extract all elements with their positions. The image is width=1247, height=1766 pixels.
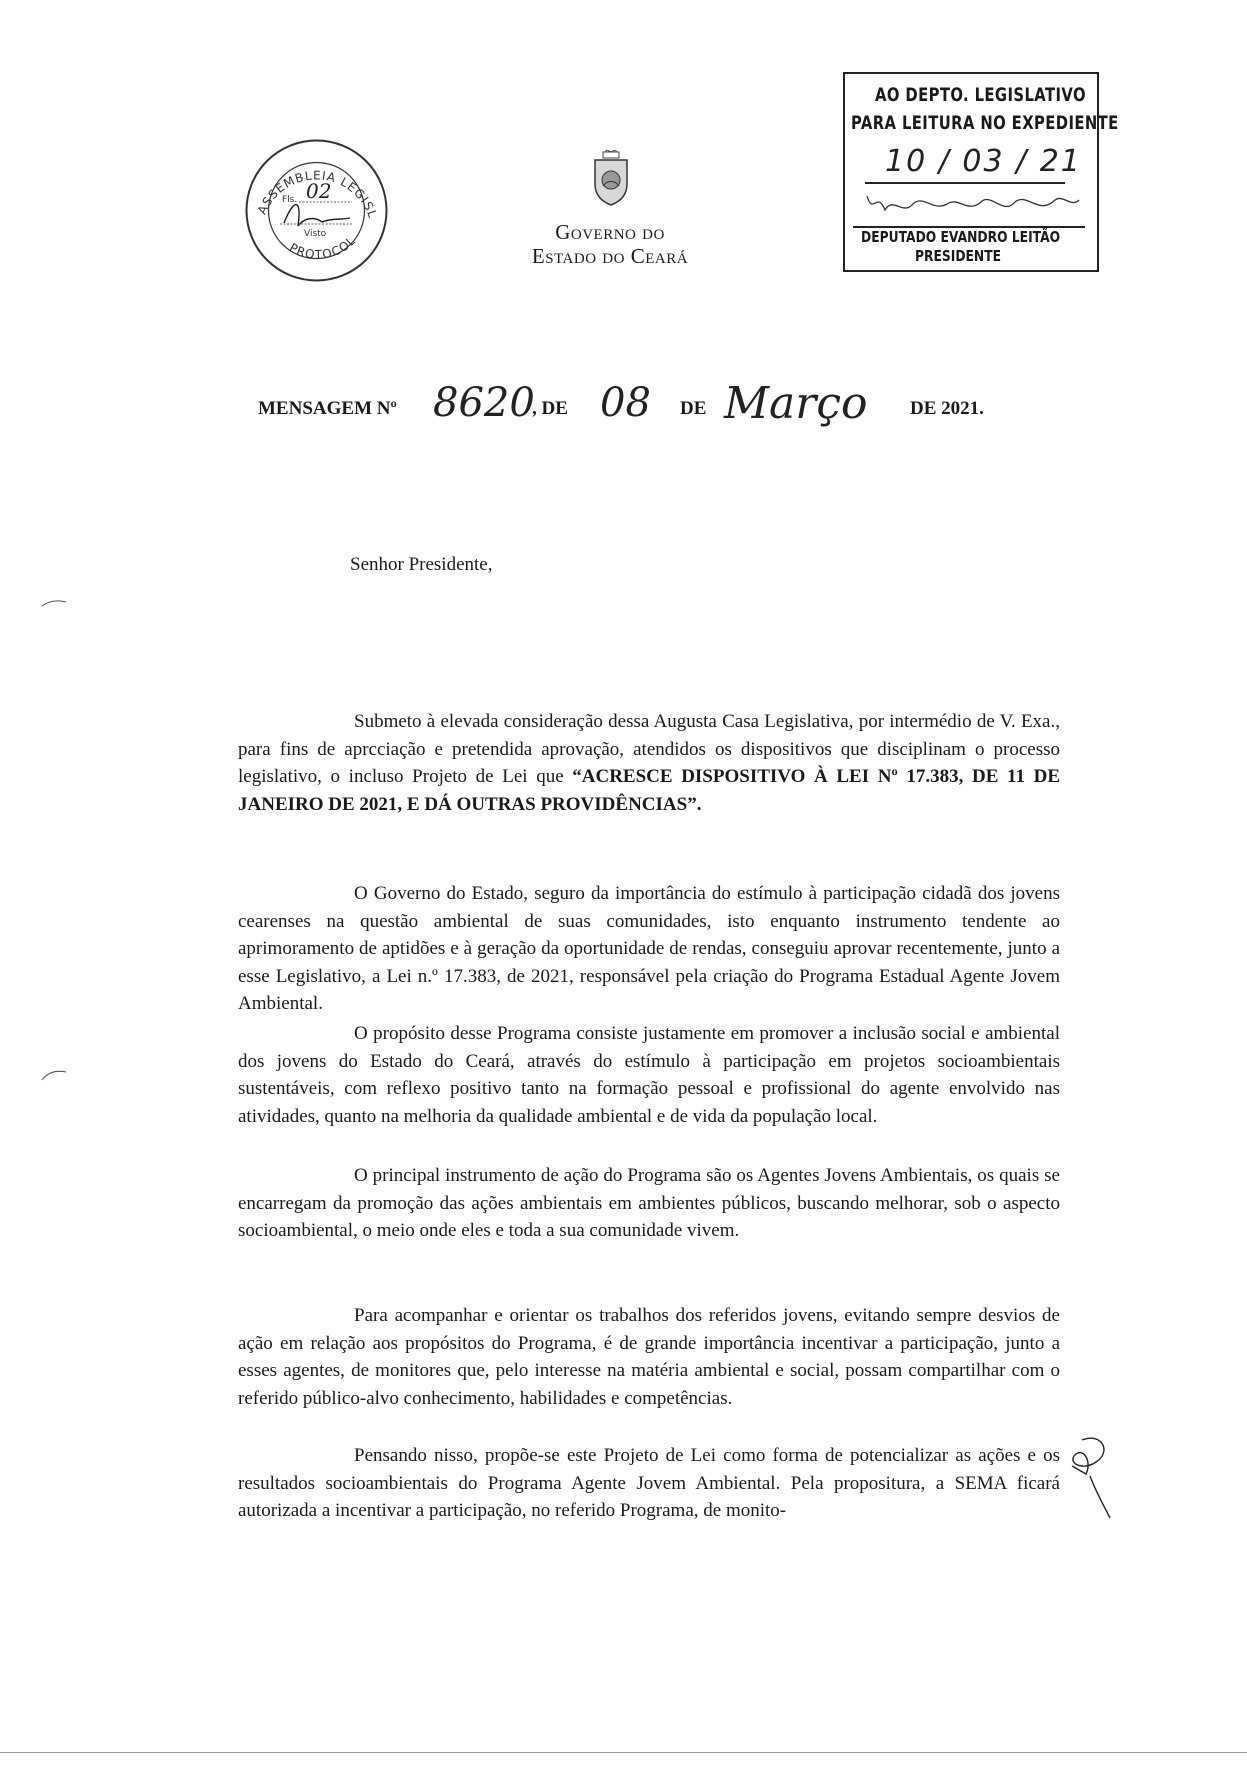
message-sep-1: , DE [532, 398, 568, 419]
paragraph-4: O principal instrumento de ação do Programa são os Agentes Jovens Ambientais, os quais se encarregam da promoção das ações ambientais em ambientes públicos, buscando melhorar, sob o aspecto socioambiental, o meio onde eles e toda a sua comunidade vivem. [238, 1165, 1060, 1241]
seal-fls-label: Fls. [282, 195, 298, 205]
bill-title: “ACRESCE DISPOSITIVO À LEI Nº 17.383, DE 11 DE JANEIRO DE 2021, E DÁ OUTRAS PROVIDÊNCIAS”. [238, 766, 1060, 815]
protocol-seal [244, 138, 389, 283]
salutation: Senhor Presidente, [350, 554, 493, 575]
stamp-title: PRESIDENTE [915, 247, 1002, 265]
message-day: 08 [600, 380, 651, 426]
stamp-date: 10 / 03 / 21 [885, 144, 1082, 179]
bottom-rule [0, 1752, 1247, 1753]
margin-mark-1 [40, 598, 70, 608]
stamp-deputy: DEPUTADO EVANDRO LEITÃO [861, 228, 1061, 246]
message-number: 8620 [433, 380, 535, 426]
stamp-line-1: AO DEPTO. LEGISLATIVO [875, 84, 1086, 106]
gov-line-2: Estado do Ceará [531, 244, 689, 268]
paragraph-3: O propósito desse Programa consiste justamente em promover a inclusão social e ambiental dos jovens do Estado do Ceará, através do estímulo à participação em projetos socioambientais sustentáveis, com reflexo positivo tanto na formação pessoal e profissional do agente envolvido nas atividades, quanto na melhoria da qualidade ambiental e de vida da população local. [238, 1023, 1060, 1127]
seal-fls-value: 02 [306, 179, 332, 203]
message-label: MENSAGEM Nº [258, 398, 397, 419]
paragraph-2: O Governo do Estado, seguro da importância do estímulo à participação cidadã dos jovens cearenses na questão ambiental de suas comunidades, isto enquanto instrumento tendente ao aprimoramento de aptidões e à geração da oportunidade de rendas, conseguiu aprovar recentemente, junto a esse Legislativo, a Lei n.º 17.383, de 2021, responsável pela criação do Programa Estadual Agente Jovem Ambiental. [238, 883, 1060, 1014]
paragraph-1-text: Submeto à elevada consideração dessa Augusta Casa Legislativa, por intermédio de V. Exa., para fins de aprcciação e pretendida aprovação, atendidos os dispositivos que disciplinam o processo legislativo, o incluso Projeto de Lei que [238, 711, 1060, 787]
paragraph-1 [238, 708, 1060, 818]
paragraph-6: Pensando nisso, propõe-se este Projeto de Lei como forma de potencializar as ações e os resultados socioambientais do Programa Agente Jovem Ambiental. Pela propositura, a SEMA ficará autorizada a incentivar a participação, no referido Programa, de monito- [238, 1445, 1060, 1521]
paragraph-5: Para acompanhar e orientar os trabalhos dos referidos jovens, evitando sempre desvios de ação em relação aos propósitos do Programa, é de grande importância incentivar a participação, junto a esses agentes, de monitores que, pelo interesse na matéria ambiental e social, possam compartilhar com o referido público-alvo conhecimento, habilidades e competências. [238, 1305, 1060, 1409]
legislative-reading-stamp [843, 72, 1119, 272]
government-header [510, 220, 710, 268]
stamp-line-2: PARA LEITURA NO EXPEDIENTE [851, 112, 1119, 134]
message-month: Março [724, 378, 868, 429]
seal-ring-top: ASSEMBLEIA LEGISL [254, 168, 380, 221]
margin-mark-2 [40, 1068, 70, 1082]
stamp-signature [863, 186, 1083, 222]
gov-line-1: Governo do [555, 220, 665, 244]
coat-of-arms-icon [589, 150, 633, 206]
seal-visto-label: Visto [304, 229, 327, 239]
message-sep-2: DE [680, 398, 707, 419]
seal-ring-bottom: PROTOCOL [286, 233, 359, 262]
margin-initials [1052, 1432, 1122, 1522]
message-year: DE 2021. [910, 398, 984, 419]
